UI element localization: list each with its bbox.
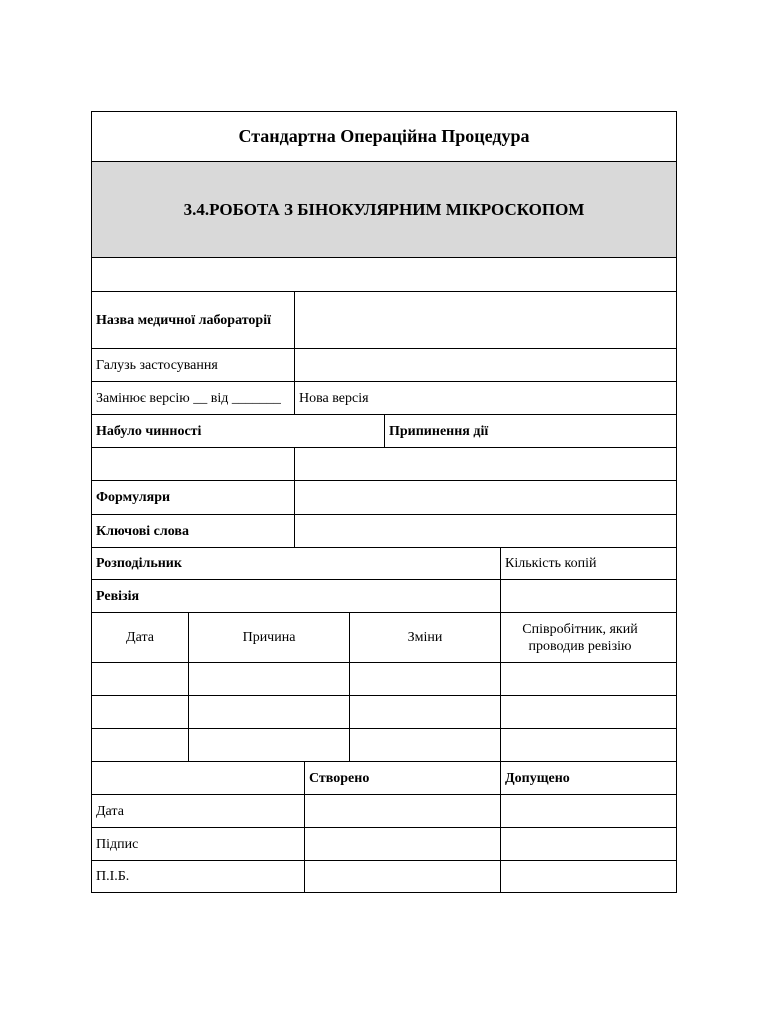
keywords-value[interactable] [295,515,676,547]
scope-row [92,349,676,382]
validity-row [92,415,676,448]
revision-entry-row [92,696,676,729]
approval-signature-label: Підпис [96,836,139,852]
revision-entry-row [92,663,676,696]
validity-values-row [92,448,676,481]
form-title-row [92,112,676,162]
lab-name-label: Назва медичної лабораторії [96,312,271,328]
termination-value[interactable] [295,448,676,480]
approval-date-label: Дата [96,803,124,819]
approval-name-row [92,861,676,892]
scope-value[interactable] [295,349,676,381]
revision-header-reason: Причина [242,630,296,645]
forms-row [92,481,676,515]
copies-label: Кількість копій [505,556,597,571]
termination-label: Припинення дії [389,423,489,439]
new-version-label: Нова версія [299,390,369,406]
revision-header-date: Дата [126,630,154,645]
replaces-version-label: Замінює версію __ від _______ [96,390,281,406]
scope-label: Галузь застосування [96,357,218,373]
revision-entry-row [92,729,676,762]
lab-name-value[interactable] [295,292,676,348]
forms-label: Формуляри [96,490,171,505]
forms-value[interactable] [295,481,676,514]
keywords-label: Ключові слова [96,523,189,539]
procedure-title-row [92,162,676,258]
version-row [92,382,676,415]
keywords-row [92,515,676,548]
effective-value[interactable] [92,448,294,480]
copies-value[interactable] [501,580,676,612]
procedure-title: 3.4.РОБОТА З БІНОКУЛЯРНИМ МІКРОСКОПОМ [183,200,585,219]
approved-label: Допущено [505,770,570,786]
form-title: Стандартна Операційна Процедура [238,126,530,146]
revision-header-employee: Співробітник, який проводив ревізію [522,621,638,654]
revision-header-changes: Зміни [407,630,443,645]
revision-header-row [92,613,676,663]
distributor-label: Розподільник [96,556,182,571]
revision-label: Ревізія [96,588,140,604]
created-label: Створено [309,770,370,786]
approval-header-row [92,762,676,795]
effective-label: Набуло чинності [96,423,202,439]
approval-date-row [92,795,676,828]
lab-name-row [92,292,676,349]
empty-row [92,258,676,292]
revision-row [92,580,676,613]
approval-signature-row [92,828,676,861]
sop-form [91,111,677,893]
distributor-row [92,548,676,580]
approval-name-label: П.І.Б. [96,869,130,884]
